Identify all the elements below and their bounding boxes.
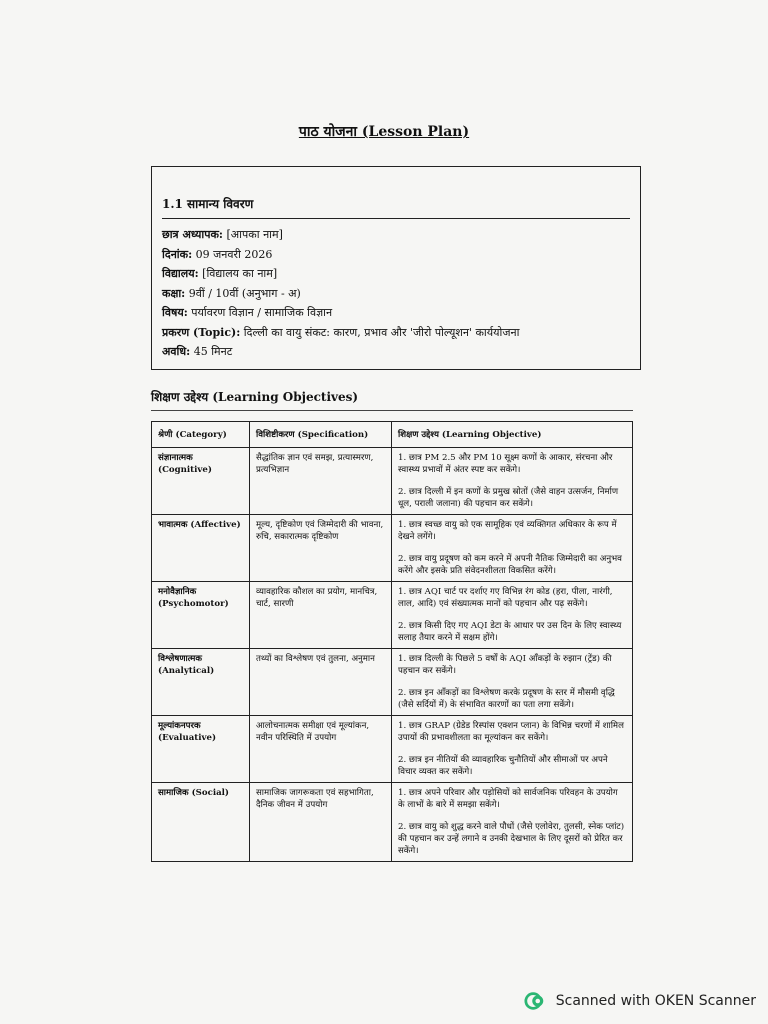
category-cell: मूल्यांकनपरक (Evaluative) <box>152 716 250 783</box>
table-header-row <box>152 422 633 448</box>
objectives-heading: शिक्षण उद्देश्य (Learning Objectives) <box>151 388 633 411</box>
specification-cell: तथ्यों का विश्लेषण एवं तुलना, अनुमान <box>250 649 392 716</box>
field-row <box>162 245 630 265</box>
field-value: पर्यावरण विज्ञान / सामाजिक विज्ञान <box>187 306 333 319</box>
field-value: [विद्यालय का नाम] <box>198 267 278 280</box>
objective-cell <box>392 716 633 783</box>
objective-item: 1. छात्र GRAP (ग्रेडेड रिस्पांस एक्शन प्लान) के विभिन्न चरणों में शामिल उपायों की प्रभावशीलता का मूल्यांकन कर सकेंगे। <box>398 721 624 743</box>
field-row <box>162 225 630 245</box>
field-value: दिल्ली का वायु संकट: कारण, प्रभाव और 'जीरो पोल्यूशन' कार्ययोजना <box>240 325 520 339</box>
field-value: 9वीं / 10वीं (अनुभाग - अ) <box>185 286 301 300</box>
objective-item: 1. छात्र PM 2.5 और PM 10 सूक्ष्म कणों के आकार, संरचना और स्वास्थ्य प्रभावों में अंतर स्पष्ट कर सकेंगे। <box>398 453 613 475</box>
field-label: अवधि: <box>162 345 191 358</box>
field-label: दिनांक: <box>162 247 193 261</box>
category-cell: संज्ञानात्मक (Cognitive) <box>152 448 250 515</box>
general-details-box <box>151 166 641 370</box>
category-cell: मनोवैज्ञानिक (Psychomotor) <box>152 582 250 649</box>
scanner-text: Scanned with OKEN Scanner <box>555 993 756 1009</box>
field-value: [आपका नाम] <box>223 228 283 241</box>
field-value: 09 जनवरी 2026 <box>192 247 273 261</box>
page-title: पाठ योजना (Lesson Plan) <box>298 124 470 140</box>
objective-cell <box>392 448 633 515</box>
objective-item: 1. छात्र स्वच्छ वायु को एक सामूहिक एवं व्यक्तिगत अधिकार के रूप में देखने लगेंगे। <box>398 520 617 542</box>
objective-item: 2. छात्र दिल्ली में इन कणों के प्रमुख स्रोतों (जैसे वाहन उत्सर्जन, निर्माण धूल, पराली जलाना) की पहचान कर सकेंगे। <box>398 487 619 509</box>
table-row <box>152 582 633 649</box>
header-specification: विशिष्टीकरण (Specification) <box>250 422 392 448</box>
objective-item: 2. छात्र इन नीतियों की व्यावहारिक चुनौतियों और सीमाओं पर अपने विचार व्यक्त कर सकेंगे। <box>398 755 608 777</box>
header-objective: शिक्षण उद्देश्य (Learning Objective) <box>392 422 633 448</box>
table-row <box>152 649 633 716</box>
objective-item: 1. छात्र दिल्ली के पिछले 5 वर्षों के AQI आँकड़ों के रुझान (ट्रेंड) की पहचान कर सकेंगे। <box>398 654 612 676</box>
specification-cell: सैद्धांतिक ज्ञान एवं समझ, प्रत्यास्मरण, प्रत्यभिज्ञान <box>250 448 392 515</box>
general-details-heading: 1.1 सामान्य विवरण <box>162 195 630 219</box>
objective-item: 2. छात्र किसी दिए गए AQI डेटा के आधार पर उस दिन के लिए स्वास्थ्य सलाह तैयार करने में सक्षम होंगे। <box>398 621 622 643</box>
objectives-table <box>151 421 633 862</box>
field-row <box>162 342 630 362</box>
field-label: विषय: <box>162 306 188 319</box>
field-row <box>162 264 630 284</box>
table-row <box>152 448 633 515</box>
field-value: 45 मिनट <box>190 345 233 358</box>
field-row <box>162 323 630 343</box>
category-cell: विश्लेषणात्मक (Analytical) <box>152 649 250 716</box>
table-row <box>152 716 633 783</box>
field-label: छात्र अध्यापक: <box>162 228 223 241</box>
objective-cell <box>392 783 633 862</box>
field-label: कक्षा: <box>162 286 186 300</box>
field-row <box>162 303 630 323</box>
oken-scanner-logo-icon <box>524 990 546 1012</box>
objective-cell <box>392 515 633 582</box>
objective-cell <box>392 649 633 716</box>
field-row <box>162 284 630 304</box>
category-cell: सामाजिक (Social) <box>152 783 250 862</box>
objective-item: 2. छात्र इन आँकड़ों का विश्लेषण करके प्रदूषण के स्तर में मौसमी वृद्धि (जैसे सर्दियों में) के संभावित कारणों का पता लगा सकेंगे। <box>398 688 615 710</box>
field-label: प्रकरण (Topic): <box>162 325 241 339</box>
table-row <box>152 515 633 582</box>
objective-item: 2. छात्र वायु प्रदूषण को कम करने में अपनी नैतिक जिम्मेदारी का अनुभव करेंगे और इसके प्रति संवेदनशीलता विकसित करेंगे। <box>398 554 622 576</box>
objective-item: 1. छात्र अपने परिवार और पड़ोसियों को सार्वजनिक परिवहन के उपयोग के लाभों के बारे में समझा सकेंगे। <box>398 788 618 810</box>
specification-cell: व्यावहारिक कौशल का प्रयोग, मानचित्र, चार्ट, सारणी <box>250 582 392 649</box>
specification-cell: मूल्य, दृष्टिकोण एवं जिम्मेदारी की भावना, रुचि, सकारात्मक दृष्टिकोण <box>250 515 392 582</box>
scanner-watermark <box>524 990 756 1012</box>
table-row <box>152 783 633 862</box>
specification-cell: सामाजिक जागरूकता एवं सहभागिता, दैनिक जीवन में उपयोग <box>250 783 392 862</box>
field-label: विद्यालय: <box>162 267 199 280</box>
header-category: श्रेणी (Category) <box>152 422 250 448</box>
category-cell: भावात्मक (Affective) <box>152 515 250 582</box>
objective-item: 1. छात्र AQI चार्ट पर दर्शाए गए विभिन्न रंग कोड (हरा, पीला, नारंगी, लाल, आदि) एवं संख्यात्मक मानों को पहचान और पढ़ सकेंगे। <box>398 587 613 609</box>
specification-cell: आलोचनात्मक समीक्षा एवं मूल्यांकन, नवीन परिस्थिति में उपयोग <box>250 716 392 783</box>
objective-cell <box>392 582 633 649</box>
objective-item: 2. छात्र वायु को शुद्ध करने वाले पौधों (जैसे एलोवेरा, तुलसी, स्नेक प्लांट) की पहचान कर उन्हें लगाने व उनकी देखभाल के लिए दूसरों को प्रेरित कर सकेंगे। <box>398 822 625 856</box>
